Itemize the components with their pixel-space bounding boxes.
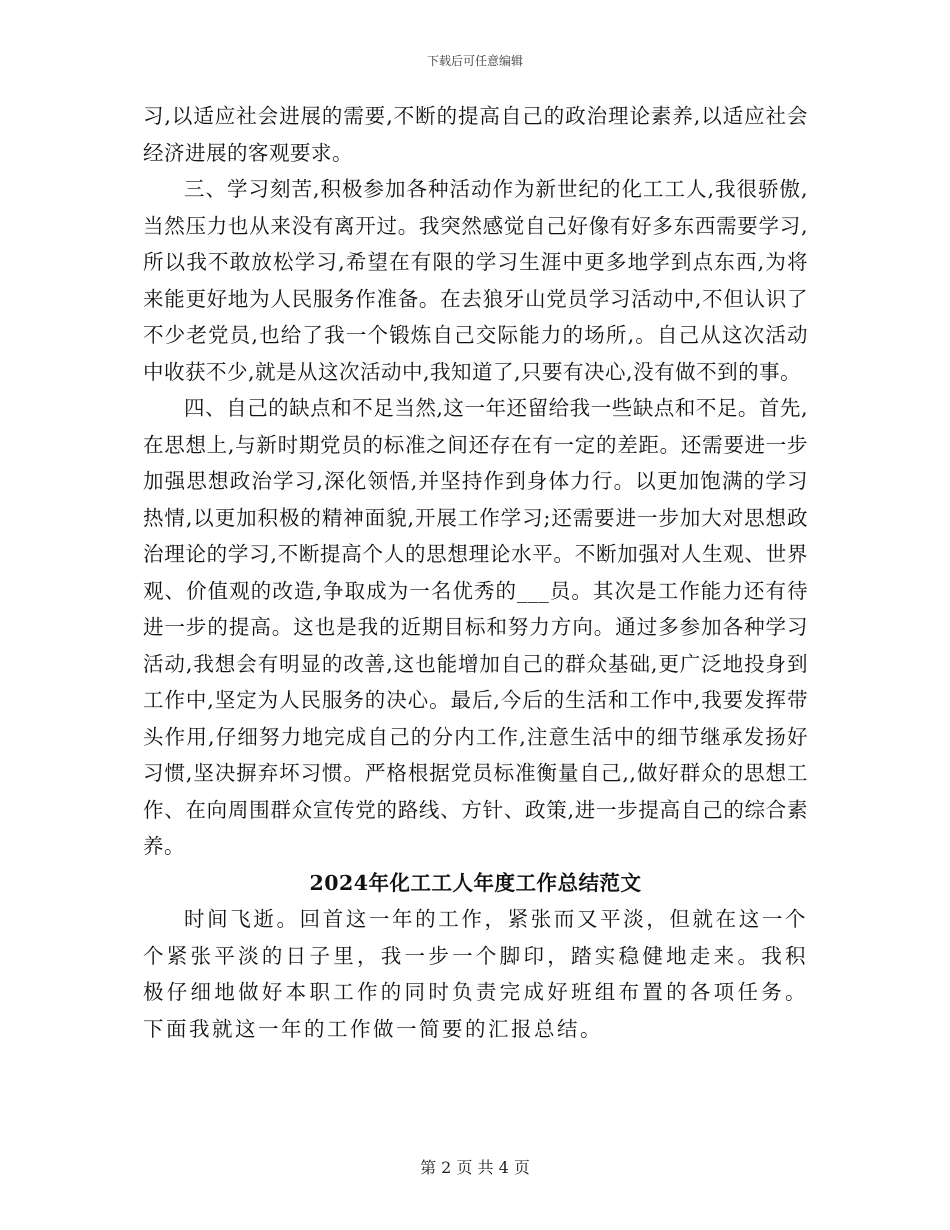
paragraph-section-three: 三、学习刻苦,积极参加各种活动作为新世纪的化工工人,我很骄傲,当然压力也从来没有离开过。我突然感觉自己好像有好多东西需要学习,所以我不敢放松学习,希望在有限的学习生涯中更多地学到点东西,为将来能更好地为人民服务作准备。在去狼牙山党员学习活动中,不但认识了不少老党员,也给了我一个锻炼自己交际能力的场所,。自己从这次活动中收获不少,就是从这次活动中,我知道了,只要有决心,没有做不到的事。 [143,177,808,384]
paragraph-continuation: 习,以适应社会进展的需要,不断的提高自己的政治理论素养,以适应社会经济进展的客观要求。 [143,104,808,165]
document-body [143,98,808,1047]
document-section-title: 2024年化工工人年度工作总结范文 [309,870,642,895]
page-header: 下载后可任意编辑 [426,54,523,68]
paragraph-section-four: 四、自己的缺点和不足当然,这一年还留给我一些缺点和不足。首先,在思想上,与新时期党员的标准之间还存在有一定的差距。还需要进一步加强思想政治学习,深化领悟,并坚持作到身体力行。以更加饱满的学习热情,以更加积极的精神面貌,开展工作学习;还需要进一步加大对思想政治理论的学习,不断提高个人的思想理论水平。不断加强对人生观、世界观、价值观的改造,争取成为一名优秀的___员。其次是工作能力还有待进一步的提高。这也是我的近期目标和努力方向。通过多参加各种学习活动,我想会有明显的改善,这也能增加自己的群众基础,更广泛地投身到工作中,坚定为人民服务的决心。最后,今后的生活和工作中,我要发挥带头作用,仔细努力地完成自己的分内工作,注意生活中的细节继承发扬好习惯,坚决摒弃坏习惯。严格根据党员标准衡量自己,,做好群众的思想工作、在向周围群众宣传党的路线、方针、政策,进一步提高自己的综合素养。 [143,396,808,858]
page-number: 第 2 页 共 4 页 [420,1158,530,1177]
paragraph-summary-intro: 时间飞逝。回首这一年的工作，紧张而又平淡，但就在这一个个紧张平淡的日子里，我一步一个脚印，踏实稳健地走来。我积极仔细地做好本职工作的同时负责完成好班组布置的各项任务。下面我就这一年的工作做一简要的汇报总结。 [143,907,808,1041]
